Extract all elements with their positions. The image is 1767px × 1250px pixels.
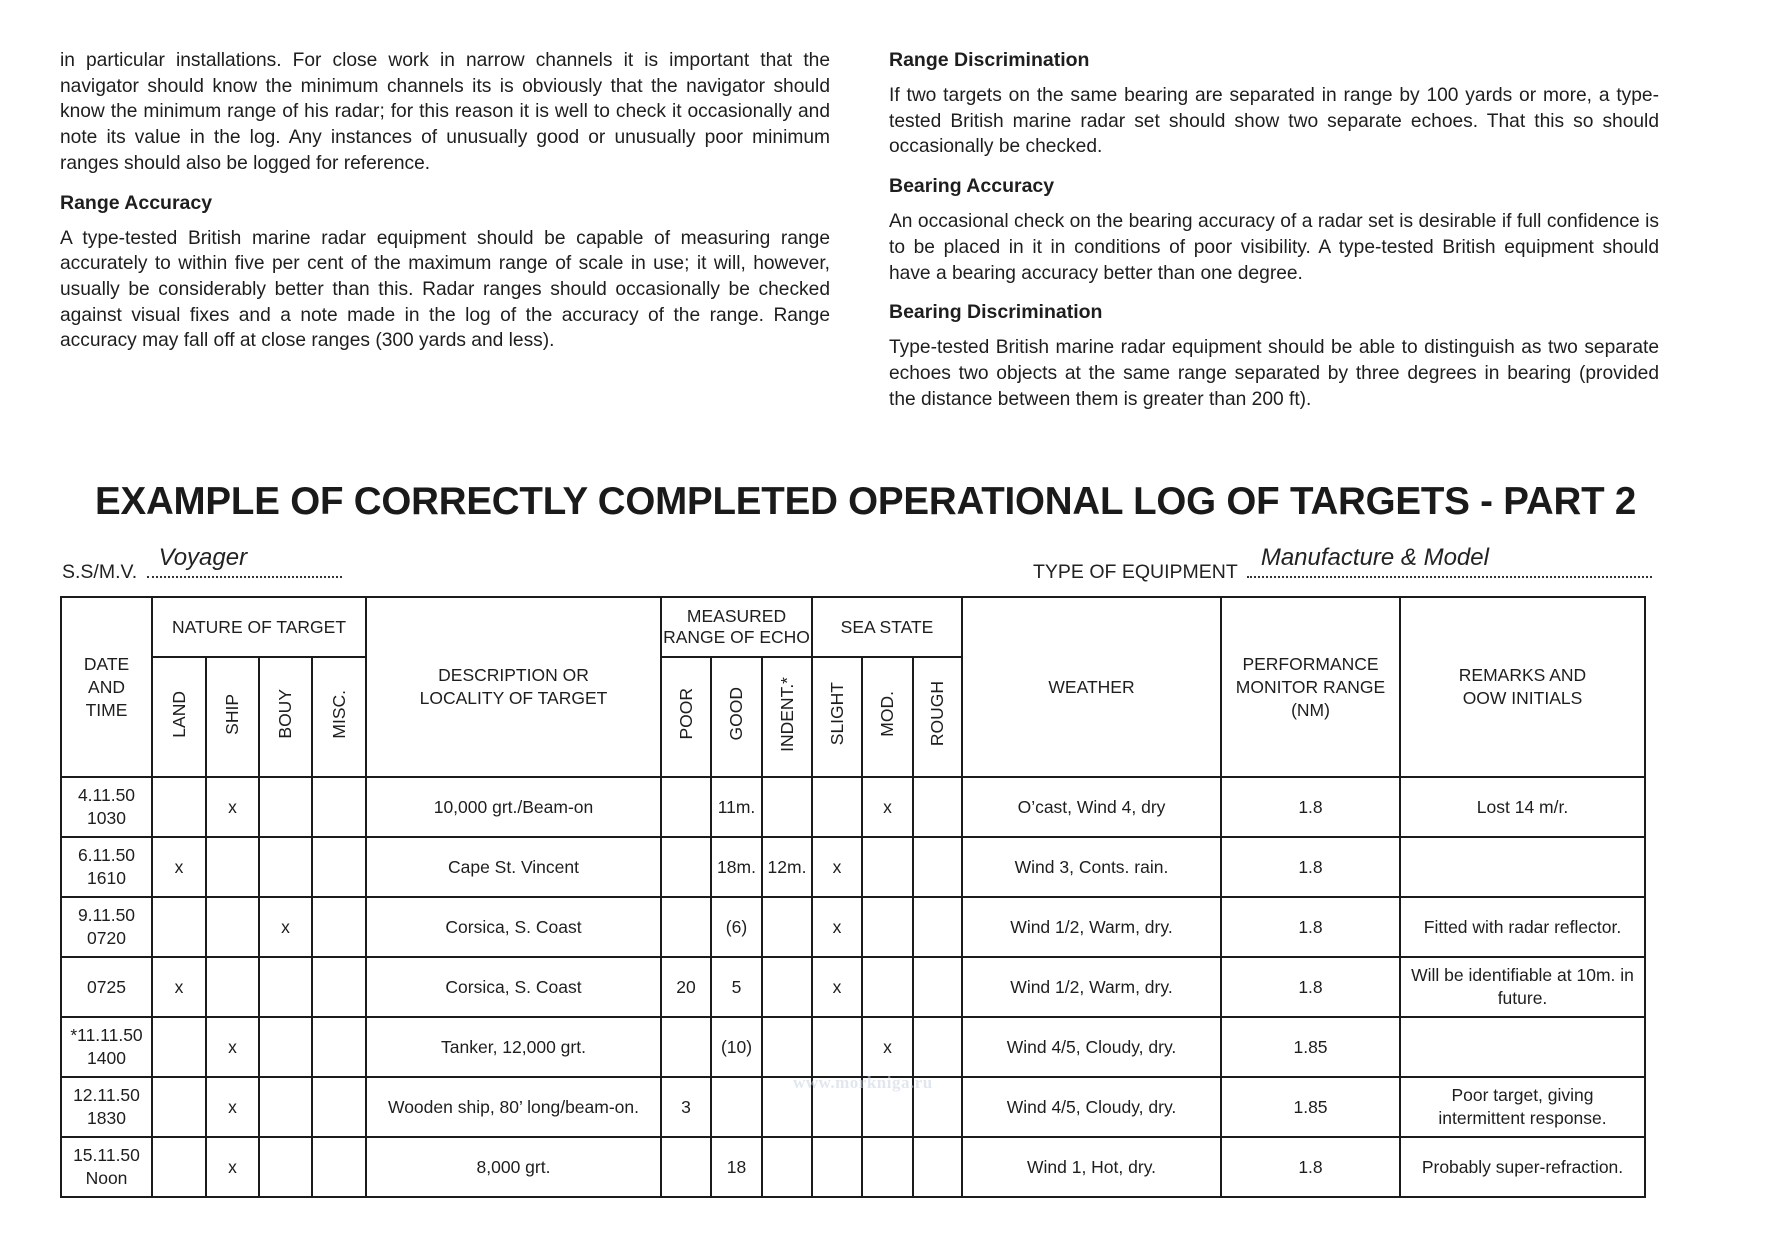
header-poor-label: POOR — [675, 688, 696, 740]
cell-rough — [913, 897, 962, 957]
cell-slight — [812, 777, 862, 837]
vessel-label: S.S/M.V. — [62, 561, 138, 583]
cell-poor — [661, 837, 711, 897]
cell-mod: x — [862, 777, 913, 837]
cell-ship: x — [206, 1137, 259, 1197]
cell-slight — [812, 1137, 862, 1197]
cell-ship — [206, 957, 259, 1017]
form-title: EXAMPLE OF CORRECTLY COMPLETED OPERATIONAL LOG OF TARGETS - PART 2 — [95, 480, 1637, 523]
cell-land: x — [152, 957, 206, 1017]
cell-bouy — [259, 837, 312, 897]
cell-remarks: Fitted with radar reflector. — [1400, 897, 1645, 957]
cell-date-time — [61, 837, 152, 897]
header-nature-group: NATURE OF TARGET — [152, 597, 366, 657]
equipment-value: Manufacture & Model — [1260, 544, 1489, 571]
cell-description: 10,000 grt./Beam-on — [366, 777, 661, 837]
cell-indent — [762, 897, 812, 957]
cell-bouy — [259, 957, 312, 1017]
cell-ship — [206, 897, 259, 957]
cell-misc — [312, 1077, 366, 1137]
cell-good: 5 — [711, 957, 762, 1017]
cell-weather: Wind 3, Conts. rain. — [962, 837, 1221, 897]
header-remarks — [1400, 597, 1645, 777]
cell-good — [711, 1077, 762, 1137]
table-row — [61, 777, 1645, 837]
cell-date-time — [61, 1077, 152, 1137]
cell-indent — [762, 1137, 812, 1197]
section-body-bearing-discrimination: Type-tested British marine radar equipment should be able to distinguish as two separate echoes two objects at the same range separated by three degrees in bearing (provided the distance between them is greater than 200 ft). — [889, 337, 1659, 410]
cell-weather: Wind 1/2, Warm, dry. — [962, 897, 1221, 957]
cell-land — [152, 1137, 206, 1197]
cell-performance: 1.8 — [1221, 1137, 1400, 1197]
cell-slight — [812, 1017, 862, 1077]
cell-land: x — [152, 837, 206, 897]
cell-land — [152, 897, 206, 957]
vessel-value: Voyager — [158, 544, 248, 571]
cell-misc — [312, 777, 366, 837]
cell-good: 18m. — [711, 837, 762, 897]
header-ship — [206, 657, 259, 777]
header-misc-label: MISC. — [328, 689, 349, 739]
cell-bouy — [259, 1017, 312, 1077]
cell-description: Cape St. Vincent — [366, 837, 661, 897]
header-land — [152, 657, 206, 777]
cell-poor — [661, 1017, 711, 1077]
cell-misc — [312, 1017, 366, 1077]
cell-ship: x — [206, 1077, 259, 1137]
header-description-label: DESCRIPTION OR LOCALITY OF TARGET — [419, 665, 608, 708]
cell-date: 12.11.50 — [73, 1085, 140, 1105]
cell-good: 18 — [711, 1137, 762, 1197]
header-rough-label: ROUGH — [927, 681, 947, 747]
header-bouy — [259, 657, 312, 777]
cell-rough — [913, 957, 962, 1017]
cell-indent — [762, 957, 812, 1017]
header-range-group: MEASURED RANGE OF ECHO — [661, 597, 812, 657]
cell-slight: x — [812, 897, 862, 957]
cell-good: (10) — [711, 1017, 762, 1077]
header-ship-label: SHIP — [222, 693, 242, 735]
cell-date-time — [61, 957, 152, 1017]
cell-slight: x — [812, 837, 862, 897]
cell-rough — [913, 1017, 962, 1077]
cell-mod — [862, 837, 913, 897]
cell-description: Wooden ship, 80’ long/beam-on. — [366, 1077, 661, 1137]
table-row — [61, 897, 1645, 957]
cell-description: Tanker, 12,000 grt. — [366, 1017, 661, 1077]
cell-mod: x — [862, 1017, 913, 1077]
header-good-label: GOOD — [726, 687, 746, 741]
cell-date: 4.11.50 — [77, 785, 136, 805]
cell-indent: 12m. — [762, 837, 812, 897]
section-body-bearing-accuracy: An occasional check on the bearing accuracy of a radar set is desirable if full confidence is to be placed in it in conditions of poor visibility. A type-tested British equipment should have a bearing accuracy better than one degree. — [889, 211, 1659, 284]
header-slight-label: SLIGHT — [826, 682, 847, 746]
cell-good: (6) — [711, 897, 762, 957]
cell-rough — [913, 777, 962, 837]
section-heading-range-accuracy: Range Accuracy — [60, 191, 213, 214]
header-performance-label: PERFORMANCE MONITOR RANGE (NM) — [1235, 653, 1386, 720]
header-good — [711, 657, 762, 777]
header-slight — [812, 657, 862, 777]
section-heading-bearing-discrimination: Bearing Discrimination — [889, 301, 1103, 324]
section-body-range-accuracy: A type-tested British marine radar equipment should be capable of measuring range accurately to within five per cent of the maximum range of scale in use; it will, however, usually be considerably better than this. Radar ranges should occasionally be checked against visual fixes and a note made in the log of the accuracy of the range. Range accuracy may fall off at close ranges (300 yards and less). — [60, 227, 830, 352]
cell-misc — [312, 957, 366, 1017]
header-poor — [661, 657, 711, 777]
cell-performance: 1.85 — [1221, 1077, 1400, 1137]
cell-weather: Wind 1, Hot, dry. — [962, 1137, 1221, 1197]
table-row — [61, 837, 1645, 897]
right-text-column — [889, 48, 1659, 412]
cell-remarks: Will be identifiable at 10m. in future. — [1400, 957, 1645, 1017]
header-remarks-label: REMARKS AND OOW INITIALS — [1458, 665, 1587, 708]
cell-weather: O’cast, Wind 4, dry — [962, 777, 1221, 837]
cell-description: 8,000 grt. — [366, 1137, 661, 1197]
cell-date-time — [61, 777, 152, 837]
cell-description: Corsica, S. Coast — [366, 897, 661, 957]
cell-performance: 1.85 — [1221, 1017, 1400, 1077]
cell-poor — [661, 1137, 711, 1197]
cell-remarks: Poor target, giving intermittent response. — [1400, 1077, 1645, 1137]
cell-ship — [206, 837, 259, 897]
cell-time: 1400 — [87, 1048, 126, 1068]
cell-ship: x — [206, 777, 259, 837]
table-row — [61, 1137, 1645, 1197]
section-heading-range-discrimination: Range Discrimination — [889, 49, 1090, 71]
header-description — [366, 597, 661, 777]
section-body-range-discrimination: If two targets on the same bearing are separated in range by 100 yards or more, a type-tested British marine radar set should show two separate echoes. That this so should occasionally be checked. — [889, 85, 1659, 158]
cell-remarks — [1400, 837, 1645, 897]
equipment-field — [1033, 544, 1652, 584]
cell-time: 0725 — [87, 976, 126, 997]
cell-indent — [762, 1017, 812, 1077]
cell-time: 1830 — [87, 1108, 126, 1128]
equipment-dotted-line — [1247, 544, 1652, 578]
cell-bouy — [259, 777, 312, 837]
cell-rough — [913, 1137, 962, 1197]
intro-paragraph: in particular installations. For close work in narrow channels it is important that the navigator should know the minimum channels its is obviously that the navigator should know the minimum range of his radar; for this reason it is well to check it occasionally and note its value in the log. Any instances of unusually good or unusually poor minimum ranges should also be logged for reference. — [60, 50, 830, 174]
cell-time: 1030 — [87, 808, 126, 828]
cell-remarks — [1400, 1017, 1645, 1077]
equipment-label: TYPE OF EQUIPMENT — [1033, 561, 1238, 583]
header-rough — [913, 657, 962, 777]
cell-date-time — [61, 1017, 152, 1077]
left-text-column — [60, 48, 830, 354]
header-performance — [1221, 597, 1400, 777]
cell-bouy: x — [259, 897, 312, 957]
cell-mod — [862, 897, 913, 957]
cell-time: 1610 — [87, 868, 126, 888]
operational-log-table — [60, 596, 1646, 1198]
cell-land — [152, 1077, 206, 1137]
cell-bouy — [259, 1137, 312, 1197]
cell-good: 11m. — [711, 777, 762, 837]
cell-performance: 1.8 — [1221, 837, 1400, 897]
cell-misc — [312, 837, 366, 897]
cell-misc — [312, 897, 366, 957]
cell-date: 15.11.50 — [73, 1145, 140, 1165]
cell-mod — [862, 957, 913, 1017]
cell-indent — [762, 777, 812, 837]
header-row-groups — [61, 597, 1645, 657]
cell-ship: x — [206, 1017, 259, 1077]
header-date-time — [61, 597, 152, 777]
watermark: www.morkniga.ru — [793, 1073, 933, 1092]
cell-date-time — [61, 1137, 152, 1197]
cell-weather: Wind 4/5, Cloudy, dry. — [962, 1077, 1221, 1137]
header-misc — [312, 657, 366, 777]
header-weather: WEATHER — [962, 597, 1221, 777]
cell-poor — [661, 777, 711, 837]
cell-poor: 20 — [661, 957, 711, 1017]
log-table-body — [61, 777, 1645, 1197]
header-date-time-label: DATE AND TIME — [83, 653, 130, 720]
cell-rough — [913, 837, 962, 897]
header-indent — [762, 657, 812, 777]
cell-poor — [661, 897, 711, 957]
header-indent-label: INDENT.* — [776, 676, 797, 752]
header-mod — [862, 657, 913, 777]
cell-land — [152, 1017, 206, 1077]
cell-mod — [862, 1137, 913, 1197]
cell-remarks: Probably super-refraction. — [1400, 1137, 1645, 1197]
cell-performance: 1.8 — [1221, 897, 1400, 957]
cell-poor: 3 — [661, 1077, 711, 1137]
cell-slight: x — [812, 957, 862, 1017]
vessel-field — [62, 544, 342, 584]
cell-land — [152, 777, 206, 837]
cell-performance: 1.8 — [1221, 777, 1400, 837]
header-bouy-label: BOUY — [275, 689, 295, 739]
section-heading-bearing-accuracy: Bearing Accuracy — [889, 175, 1055, 198]
cell-remarks: Lost 14 m/r. — [1400, 777, 1645, 837]
cell-date: *11.11.50 — [70, 1025, 143, 1045]
header-land-label: LAND — [168, 690, 189, 738]
cell-performance: 1.8 — [1221, 957, 1400, 1017]
cell-date: 6.11.50 — [77, 845, 136, 865]
cell-date: 9.11.50 — [77, 905, 136, 925]
cell-description: Corsica, S. Coast — [366, 957, 661, 1017]
table-row — [61, 1017, 1645, 1077]
cell-time: Noon — [85, 1168, 128, 1188]
header-sea-group: SEA STATE — [812, 597, 962, 657]
header-mod-label: MOD. — [877, 691, 897, 737]
cell-bouy — [259, 1077, 312, 1137]
cell-weather: Wind 4/5, Cloudy, dry. — [962, 1017, 1221, 1077]
cell-time: 0720 — [87, 928, 126, 948]
vessel-dotted-line — [147, 544, 342, 578]
cell-date-time — [61, 897, 152, 957]
cell-misc — [312, 1137, 366, 1197]
cell-weather: Wind 1/2, Warm, dry. — [962, 957, 1221, 1017]
table-row — [61, 957, 1645, 1017]
